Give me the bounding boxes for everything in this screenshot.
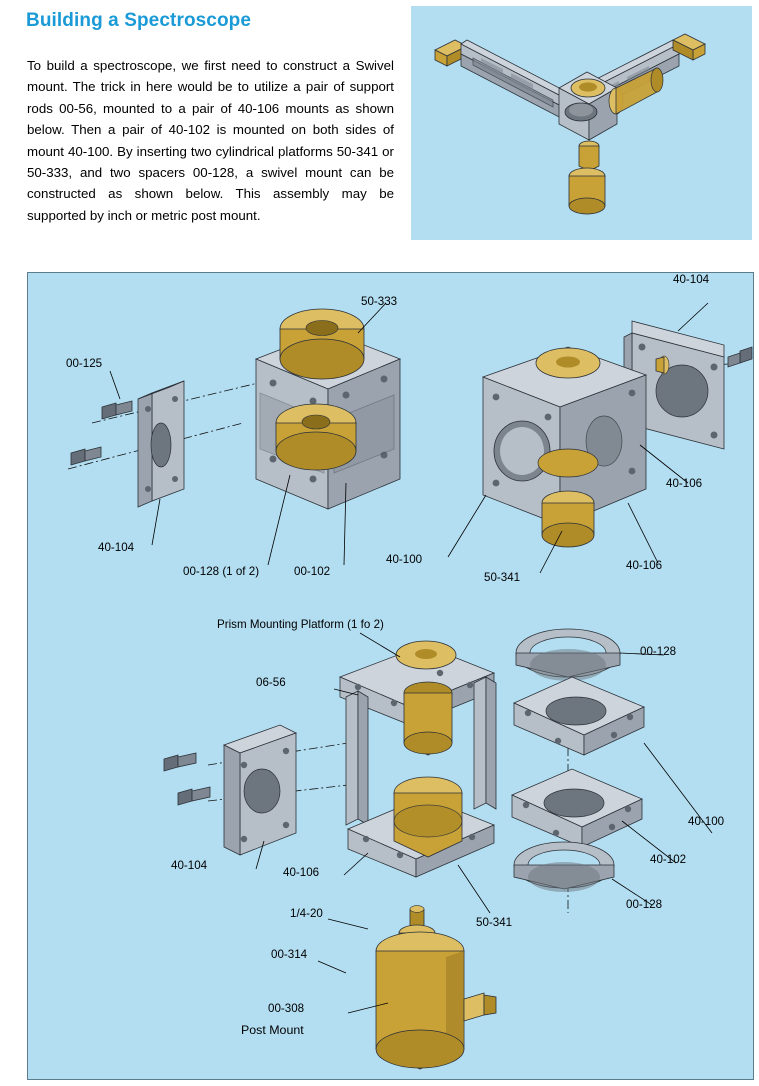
part-40-106-top-gold (536, 348, 600, 378)
part-40-104-bottom (224, 725, 296, 855)
part-00-128-top-ring (516, 629, 620, 681)
swivel-mount-assembly-figure (411, 6, 752, 240)
callout-40-106-upper-right: 40-106 (666, 477, 703, 490)
screw-bottom-1 (164, 753, 196, 771)
callout-40-104-top-right: 40-104 (673, 273, 710, 286)
swivel-mount-assembly-art (411, 6, 752, 240)
callout-06-56: 06-56 (256, 676, 286, 689)
callout-00-128-upper: 00-128 (640, 645, 677, 658)
exploded-assembly-figure (27, 272, 754, 1080)
callout-00-308: 00-308 (268, 1002, 305, 1015)
exploded-assembly-art (28, 273, 753, 1079)
callout-post-mount: Post Mount (241, 1023, 304, 1037)
callout-40-102: 40-102 (650, 853, 687, 866)
screw-left-2 (71, 447, 101, 465)
part-40-102-lower (512, 769, 642, 847)
page-header (0, 0, 759, 250)
part-post-mount (376, 906, 496, 1069)
part-50-333-lower (276, 404, 356, 470)
callout-50-333: 50-333 (361, 295, 398, 308)
callout-50-341-bottom: 50-341 (476, 916, 513, 929)
part-50-333 (280, 309, 364, 379)
part-40-104-left (138, 381, 184, 507)
callout-40-106-lower-right: 40-106 (626, 559, 663, 572)
part-40-100-mid (514, 677, 644, 755)
part-00-128-bottom-ring (514, 842, 614, 892)
callout-quarter-20: 1/4-20 (290, 907, 323, 920)
callout-40-106-bottom: 40-106 (283, 866, 320, 879)
callout-00-102: 00-102 (294, 565, 331, 578)
page-title: Building a Spectroscope (26, 10, 252, 31)
callout-50-341-top: 50-341 (484, 571, 521, 584)
callout-00-128-lower: 00-128 (626, 898, 663, 911)
callout-00-125: 00-125 (66, 357, 103, 370)
callout-prism-platform: Prism Mounting Platform (1 fo 2) (217, 618, 384, 631)
gold-inner-disc (538, 449, 598, 477)
intro-paragraph: To build a spectroscope, we first need to construct a Swivel mount. The trick in here would be to utilize a pair of support rods 00-56, mounted to a pair of 40-106 mounts as shown below. Then a pair of 40-102 is mounted on both sides of mount 40-100. By inserting two cylindrical platforms 50-341 or 50-333, and two spacers 00-128, a swivel mount can be constructed as shown below. This assembly may be supported by inch or metric post mount. (27, 58, 394, 223)
screw-bottom-2 (178, 787, 210, 805)
part-tall-frame (340, 641, 496, 877)
callout-40-100-right: 40-100 (688, 815, 725, 828)
callout-40-104-bottom: 40-104 (171, 859, 208, 872)
part-50-341-top (542, 491, 594, 547)
callout-00-314: 00-314 (271, 948, 308, 961)
callout-40-100-top: 40-100 (386, 553, 423, 566)
gold-knob-right (656, 356, 669, 374)
screw-left-1 (102, 401, 132, 419)
callout-40-104-left: 40-104 (98, 541, 135, 554)
screw-right (728, 347, 752, 367)
callout-00-128-1-of-2: 00-128 (1 of 2) (183, 565, 260, 578)
